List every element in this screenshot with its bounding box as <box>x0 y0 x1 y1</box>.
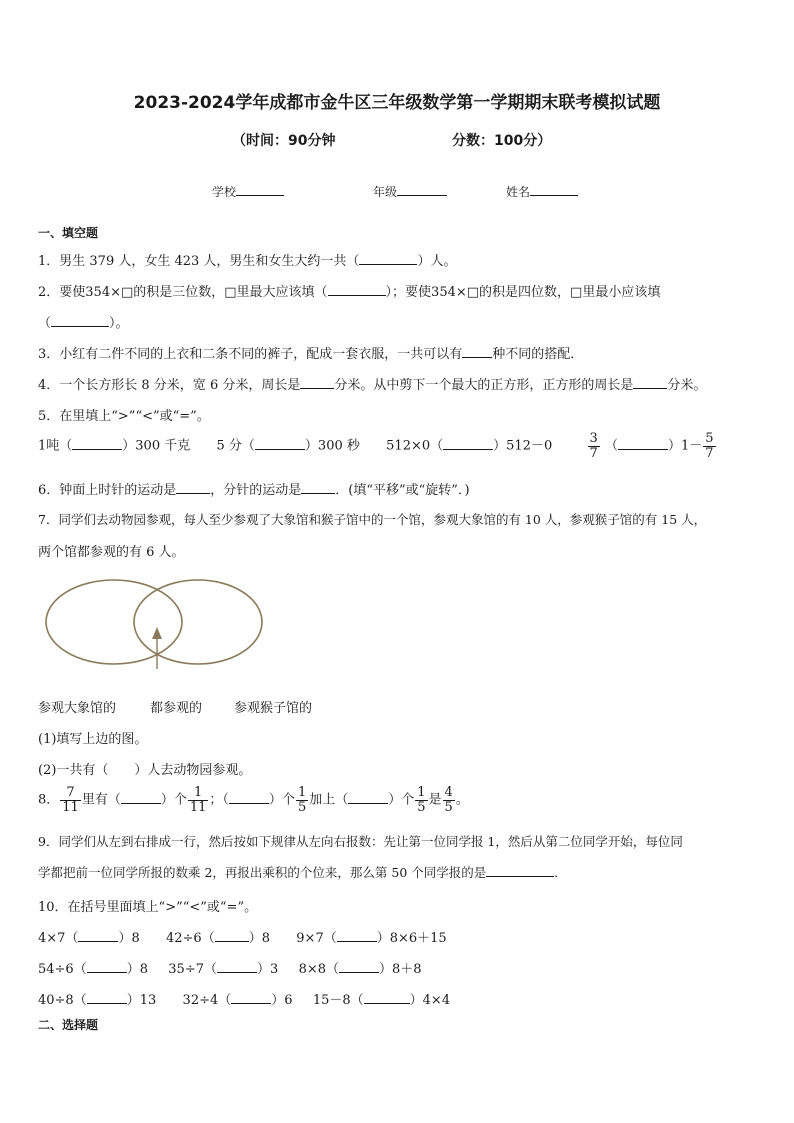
q5-a1: 1吨（ <box>38 438 73 454</box>
q8-f4-den: 5 <box>417 799 426 815</box>
q10-blank-8[interactable] <box>231 990 271 1004</box>
q10-r2c3-b: ）8＋8 <box>379 962 422 977</box>
q3-text-a: 3．小红有二件不同的上衣和二条不同的裤子，配成一套衣服，一共可以有 <box>38 347 463 362</box>
school-field <box>212 182 284 200</box>
venn-label-monkey: 参观猴子馆的 <box>234 701 313 716</box>
question-9-line-1: 9．同学们从左到右排成一行，然后按如下规律从左向右报数：先让第一位同学报 1，然后从第二位同学开始，每位同 <box>38 834 683 849</box>
q10-blank-4[interactable] <box>87 959 127 973</box>
q8-f1-num: 7 <box>60 786 81 801</box>
q5-blank-3[interactable] <box>443 436 493 450</box>
q10-r3c1-a: 40÷8（ <box>38 993 87 1008</box>
question-7-sub-1: (1)填写上边的图。 <box>38 732 148 747</box>
question-4 <box>38 374 706 393</box>
q2-text-d: ）。 <box>109 316 129 331</box>
grade-label: 年级 <box>373 185 398 199</box>
question-3 <box>38 343 583 362</box>
q8-t5: 加上（ <box>309 792 349 808</box>
grade-blank[interactable] <box>397 182 447 196</box>
q4-text-b: 分米。从中剪下一个最大的正方形，正方形的周长是 <box>334 378 634 393</box>
q2-text-c: （ <box>38 316 52 331</box>
q8-f5-num: 4 <box>444 785 453 800</box>
q10-r1c2-a: 42÷6（ <box>166 931 215 946</box>
q4-blank-1[interactable] <box>300 375 334 389</box>
q10-row-3 <box>38 989 450 1008</box>
q5-blank-2[interactable] <box>255 436 305 450</box>
q5-blank-1[interactable] <box>72 436 122 450</box>
q5-d2: ）1－ <box>667 438 703 454</box>
question-2 <box>38 281 660 300</box>
q10-r1c3-b: ）8×6＋15 <box>376 931 447 946</box>
q5-c1: 512×0（ <box>386 438 444 454</box>
q10-r1c1-a: 4×7（ <box>38 931 79 946</box>
question-5: 5．在里填上“>”“<”或“=”。 <box>38 409 210 424</box>
q1-end: ）人。 <box>417 254 457 269</box>
q10-r3c1-b: ）13 <box>126 993 157 1008</box>
q8-blank-3[interactable] <box>348 790 388 804</box>
question-7-line-2: 两个馆都参观的有 6 人。 <box>38 545 185 560</box>
q8-t7: 是 <box>428 792 442 808</box>
q4-blank-2[interactable] <box>633 375 667 389</box>
question-5-row <box>38 432 717 460</box>
q10-r2c2-a: 35÷7（ <box>168 962 217 977</box>
venn-arrow-head <box>152 627 162 639</box>
question-8 <box>38 786 469 814</box>
q10-blank-6[interactable] <box>339 959 379 973</box>
question-1 <box>38 250 456 269</box>
q8-f2-den: 11 <box>189 799 207 815</box>
venn-circle-elephant[interactable] <box>46 580 182 664</box>
q10-blank-5[interactable] <box>217 959 257 973</box>
q8-fraction-1-5-a <box>296 786 308 814</box>
q6-text-a: 6．钟面上时针的运动是 <box>38 483 177 498</box>
q10-r3c3-b: ）4×4 <box>409 993 451 1008</box>
q5-blank-4[interactable] <box>618 436 668 450</box>
q8-blank-1[interactable] <box>121 790 161 804</box>
question-7-line-1: 7．同学们去动物园参观，每人至少参观了大象馆和猴子馆中的一个馆，参观大象馆的有 10 人，参观猴子馆的有 15 人， <box>38 512 707 527</box>
q8-t6: ）个 <box>388 792 415 808</box>
q5-frac-den: 7 <box>589 445 598 461</box>
q2-blank-1[interactable] <box>328 282 386 296</box>
name-blank[interactable] <box>530 182 578 196</box>
q10-r2c3-a: 8×8（ <box>298 962 339 977</box>
question-6 <box>38 479 470 498</box>
q6-text-b: ，分针的运动是 <box>210 483 302 498</box>
q8-t8: 。 <box>455 792 469 808</box>
q10-r1c3-a: 9×7（ <box>296 931 337 946</box>
q1-text: 1．男生 379 人，女生 423 人，男生和女生大约一共（ <box>38 254 360 269</box>
q9-text: 学都把前一位同学所报的数乘 2，再报出乘积的个位来，那么第 50 个同学报的是 <box>38 865 487 880</box>
q4-text-c: 分米。 <box>667 378 707 393</box>
q5-frac2-den: 7 <box>705 445 714 461</box>
question-2-cont <box>38 312 129 331</box>
section-heading-fill-blank: 一、填空题 <box>38 226 99 240</box>
question-9-line-2 <box>38 863 567 881</box>
q8-t3: ；（ <box>209 792 229 808</box>
q5-frac2-num: 5 <box>705 431 714 446</box>
name-field <box>506 182 578 200</box>
grade-field <box>373 182 447 200</box>
q5-fraction-3-7 <box>588 432 600 460</box>
q6-blank-1[interactable] <box>176 480 210 494</box>
q2-text-b: ）；要使354×□的积是四位数，□里最小应该填 <box>385 285 661 300</box>
venn-label-both: 都参观的 <box>150 701 203 716</box>
venn-label-elephant: 参观大象馆的 <box>38 701 117 716</box>
q10-r1c2-b: ）8 <box>248 931 270 946</box>
q10-blank-2[interactable] <box>215 928 249 942</box>
q10-row-1 <box>38 927 447 946</box>
q8-fraction-1-11 <box>188 786 209 814</box>
q4-text-a: 4．一个长方形长 8 分米，宽 6 分米，周长是 <box>38 378 301 393</box>
question-7-sub-2: (2)一共有（ ）人去动物园参观。 <box>38 763 252 778</box>
q8-fraction-1-5-b <box>415 786 427 814</box>
q1-blank[interactable] <box>359 251 417 265</box>
q10-r2c1-a: 54÷6（ <box>38 962 87 977</box>
q5-fraction-5-7 <box>703 432 715 460</box>
q3-blank[interactable] <box>462 344 492 358</box>
q10-r1c1-b: ）8 <box>118 931 140 946</box>
q5-a2: ）300 千克 <box>122 438 191 454</box>
name-label: 姓名 <box>506 185 531 199</box>
q10-blank-3[interactable] <box>337 928 377 942</box>
q6-text-c: ．(填“平移”或“旋转”．) <box>335 483 470 498</box>
q10-blank-7[interactable] <box>87 990 127 1004</box>
venn-circle-monkey[interactable] <box>134 580 262 664</box>
question-10: 10．在括号里面填上“>”“<”或“=”。 <box>38 900 258 915</box>
q10-r2c2-b: ）3 <box>257 962 279 977</box>
q8-fraction-4-5 <box>443 786 455 814</box>
q10-r3c3-a: 15－8（ <box>312 993 364 1008</box>
school-blank[interactable] <box>236 182 284 196</box>
q8-t2: ）个 <box>160 792 187 808</box>
q8-t1: 里有（ <box>81 792 121 808</box>
q2-text-a: 2．要使354×□的积是三位数，□里最大应该填（ <box>38 285 328 300</box>
q5-b1: 5 分（ <box>216 438 255 454</box>
q3-text-b: 种不同的搭配． <box>492 347 584 362</box>
q9-blank[interactable] <box>486 863 554 877</box>
q8-f4-num: 1 <box>417 785 426 800</box>
page-title: 2023-2024学年成都市金牛区三年级数学第一学期期末联考模拟试题 <box>133 93 661 113</box>
q8-f3-num: 1 <box>297 785 307 800</box>
q10-row-2 <box>38 958 422 977</box>
venn-diagram[interactable] <box>40 577 280 677</box>
q8-f1-den: 11 <box>62 799 79 815</box>
school-label: 学校 <box>212 185 237 199</box>
q10-r3c2-a: 32÷4（ <box>182 993 232 1008</box>
q9-end: ． <box>554 865 567 880</box>
q5-b2: ）300 秒 <box>304 438 360 454</box>
q5-c2: ）512－0 <box>493 438 553 454</box>
q10-r3c2-b: ）6 <box>271 993 293 1008</box>
q2-blank-2[interactable] <box>51 313 109 327</box>
section-heading-multiple-choice: 二、选择题 <box>38 1018 99 1032</box>
q5-d1: （ <box>604 438 618 454</box>
q6-blank-2[interactable] <box>301 480 335 494</box>
q8-blank-2[interactable] <box>229 790 269 804</box>
q8-t4: ）个 <box>268 792 295 808</box>
q10-blank-9[interactable] <box>364 990 410 1004</box>
q8-f3-den: 5 <box>297 799 307 815</box>
q8-prefix: 8． <box>38 792 60 808</box>
q8-fraction-7-11 <box>60 786 81 814</box>
q5-frac-num: 3 <box>589 431 598 446</box>
q8-f2-num: 1 <box>188 786 209 801</box>
q10-r2c1-b: ）8 <box>126 962 148 977</box>
exam-time: （时间：90分钟 <box>232 133 336 149</box>
q10-blank-1[interactable] <box>78 928 118 942</box>
exam-score: 分数：100分） <box>452 133 552 149</box>
q8-f5-den: 5 <box>444 799 453 815</box>
